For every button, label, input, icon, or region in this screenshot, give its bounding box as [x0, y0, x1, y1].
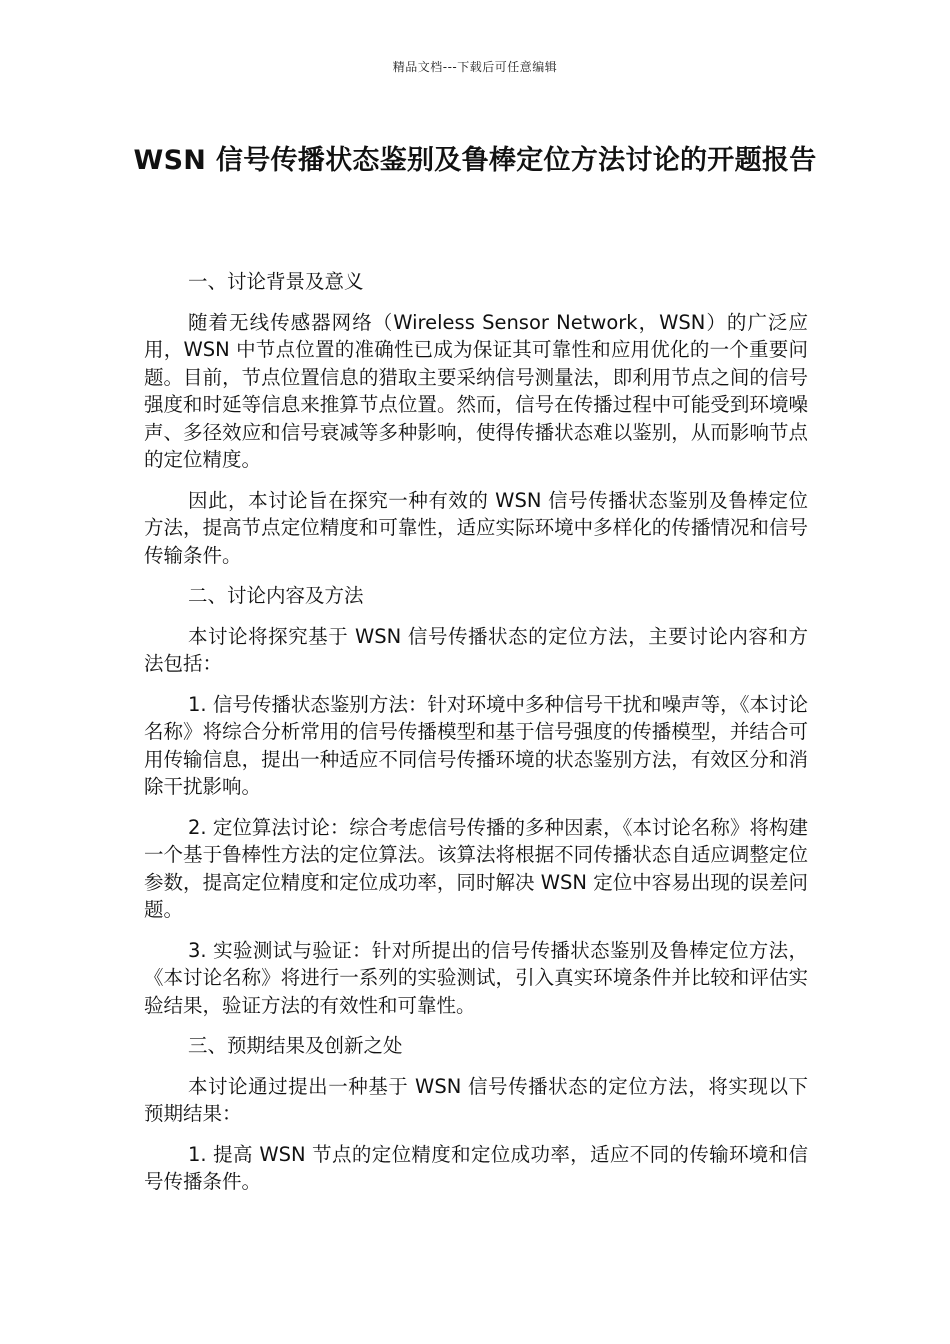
document-title: WSN 信号传播状态鉴别及鲁棒定位方法讨论的开题报告: [133, 145, 817, 176]
paragraph: 因此，本讨论旨在探究一种有效的 WSN 信号传播状态鉴别及鲁棒定位方法，提高节点定位精度和可靠性，适应实际环境中多样化的传播情况和信号传输条件。: [144, 488, 808, 567]
paragraph: 本讨论通过提出一种基于 WSN 信号传播状态的定位方法，将实现以下预期结果：: [144, 1074, 808, 1125]
list-item: 1. 提高 WSN 节点的定位精度和定位成功率，适应不同的传输环境和信号传播条件。: [144, 1142, 808, 1193]
list-item: 1. 信号传播状态鉴别方法：针对环境中多种信号干扰和噪声等，《本讨论名称》将综合分析常用的信号传播模型和基于信号强度的传播模型，并结合可用传输信息，提出一种适应不同信号传播环境的状态鉴别方法，有效区分和消除干扰影响。: [144, 692, 808, 798]
header-note: 精品文档---下载后可任意编辑: [392, 60, 558, 74]
section-heading: 二、讨论内容及方法: [188, 584, 364, 607]
paragraph: 随着无线传感器网络（Wireless Sensor Network，WSN）的广泛应用，WSN 中节点位置的准确性已成为保证其可靠性和应用优化的一个重要问题。目前，节点位置信息的猎取主要采纳信号测量法，即利用节点之间的信号强度和时延等信息来推算节点位置。然而，信号在传播过程中可能受到环境噪声、多径效应和信号衰减等多种影响，使得传播状态难以鉴别，从而影响节点的定位精度。: [144, 310, 808, 471]
document-body: [144, 268, 808, 1209]
list-item: 3. 实验测试与验证：针对所提出的信号传播状态鉴别及鲁棒定位方法，《本讨论名称》将进行一系列的实验测试，引入真实环境条件并比较和评估实验结果，验证方法的有效性和可靠性。: [144, 938, 808, 1017]
section-heading: 一、讨论背景及意义: [188, 270, 364, 293]
paragraph: 本讨论将探究基于 WSN 信号传播状态的定位方法，主要讨论内容和方法包括：: [144, 624, 808, 675]
section-heading: 三、预期结果及创新之处: [188, 1034, 403, 1057]
list-item: 2. 定位算法讨论：综合考虑信号传播的多种因素，《本讨论名称》将构建一个基于鲁棒性方法的定位算法。该算法将根据不同传播状态自适应调整定位参数，提高定位精度和定位成功率，同时解决 WSN 定位中容易出现的误差问题。: [144, 815, 808, 921]
